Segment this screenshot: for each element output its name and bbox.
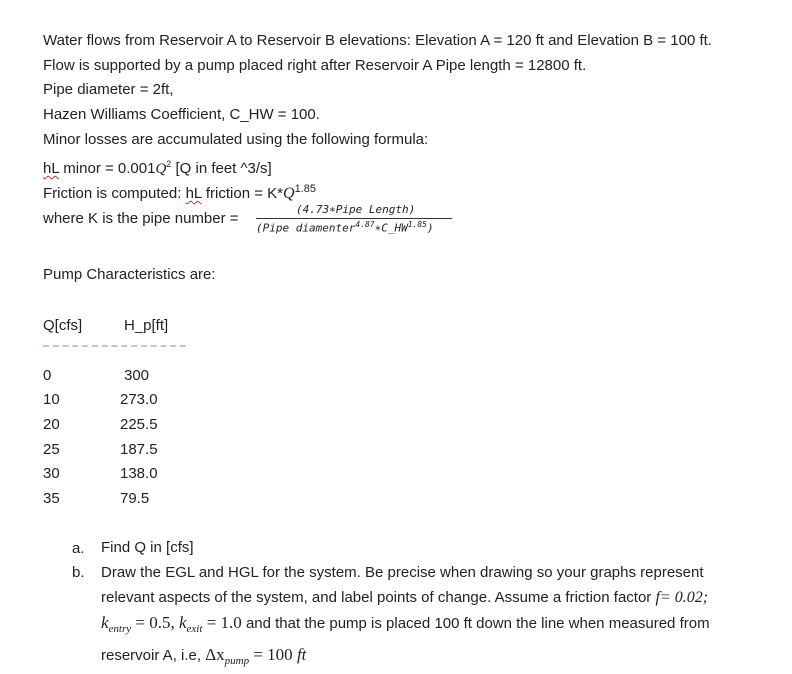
friction-q-symbol: Q bbox=[283, 185, 295, 202]
k-den-part-a: (Pipe diamenter bbox=[256, 221, 356, 235]
table-cell-hp: 138.0 bbox=[120, 465, 158, 482]
k-den-exp-1: 4.87 bbox=[355, 220, 375, 229]
table-cell-q: 25 bbox=[43, 441, 60, 458]
k-entry-value: = 0.5, bbox=[131, 613, 179, 632]
minor-loss-formula bbox=[43, 154, 272, 179]
table-cell-q: 30 bbox=[43, 465, 60, 482]
question-a-marker: a. bbox=[72, 540, 85, 557]
k-exit-value: = 1.0 bbox=[202, 613, 242, 632]
question-b-text bbox=[101, 560, 761, 674]
k-definition-label: where K is the pipe number = bbox=[43, 210, 239, 227]
k-exit-symbol: k bbox=[179, 613, 187, 632]
k-fraction bbox=[256, 203, 456, 235]
table-header-hp: H_p[ft] bbox=[124, 317, 169, 334]
table-cell-hp: 79.5 bbox=[120, 490, 150, 507]
k-entry-subscript: entry bbox=[108, 623, 132, 635]
k-exit-subscript: exit bbox=[186, 623, 203, 635]
table-header-q: Q[cfs] bbox=[43, 317, 83, 334]
statement-line-2: Flow is supported by a pump placed right after Reservoir A Pipe length = 12800 ft. bbox=[43, 57, 587, 74]
table-cell-q: 20 bbox=[43, 416, 60, 433]
dx-unit: ft bbox=[296, 645, 307, 664]
table-header-rule bbox=[43, 345, 186, 347]
question-b-marker: b. bbox=[72, 564, 85, 581]
friction-hl-term: hL bbox=[185, 185, 202, 202]
k-den-part-b: ∗C_HW bbox=[374, 221, 408, 235]
minor-q-exponent: 2 bbox=[166, 159, 172, 169]
table-cell-hp: 273.0 bbox=[120, 391, 158, 408]
table-cell-q: 10 bbox=[43, 391, 60, 408]
table-cell-q: 35 bbox=[43, 490, 60, 507]
dx-symbol bbox=[205, 645, 224, 664]
table-cell-q: 0 bbox=[43, 367, 52, 384]
minor-loss-text: minor = 0.001 bbox=[59, 160, 156, 177]
hl-term: hL bbox=[43, 160, 60, 177]
minor-loss-units: [Q in feet ^3/s] bbox=[171, 160, 272, 177]
statement-line-5: Minor losses are accumulated using the following formula: bbox=[43, 131, 429, 148]
k-den-exp-2: 1.85 bbox=[407, 220, 427, 229]
minor-q-symbol: Q bbox=[155, 161, 167, 177]
table-cell-hp: 187.5 bbox=[120, 441, 158, 458]
question-a-text: Find Q in [cfs] bbox=[101, 539, 194, 556]
statement-line-3: Pipe diameter = 2ft, bbox=[43, 81, 174, 98]
k-entry-symbol: k bbox=[101, 613, 109, 632]
statement-line-1: Water flows from Reservoir A to Reservoir B elevations: Elevation A = 120 ft and Elevation B = 100 ft. bbox=[43, 32, 712, 49]
friction-text: friction = K* bbox=[201, 185, 283, 202]
question-b-part-2: and that the pump is placed 100 ft down the line when measured from reservoir A, i.e, bbox=[101, 615, 710, 664]
table-cell-hp: 225.5 bbox=[120, 416, 158, 433]
question-b-part-1: Draw the EGL and HGL for the system. Be precise when drawing so your graphs represent relevant aspects of the system, and label points of change. Assume a friction factor bbox=[101, 564, 704, 606]
statement-line-4: Hazen Williams Coefficient, C_HW = 100. bbox=[43, 106, 320, 123]
dx-value: = 100 bbox=[249, 645, 297, 664]
k-denominator bbox=[256, 220, 434, 235]
k-numerator: (4.73∗Pipe Length) bbox=[296, 203, 416, 216]
friction-q-exponent: 1.85 bbox=[294, 183, 316, 195]
friction-formula bbox=[43, 179, 316, 204]
friction-prefix: Friction is computed: bbox=[43, 185, 186, 202]
table-cell-hp: 300 bbox=[124, 367, 150, 384]
friction-factor: f= 0.02; bbox=[655, 589, 709, 606]
dx-subscript: pump bbox=[224, 655, 250, 667]
k-den-part-c: ) bbox=[427, 221, 434, 235]
pump-heading: Pump Characteristics are: bbox=[43, 266, 216, 283]
dx-text: Δx bbox=[205, 645, 225, 664]
fraction-bar bbox=[256, 218, 452, 219]
